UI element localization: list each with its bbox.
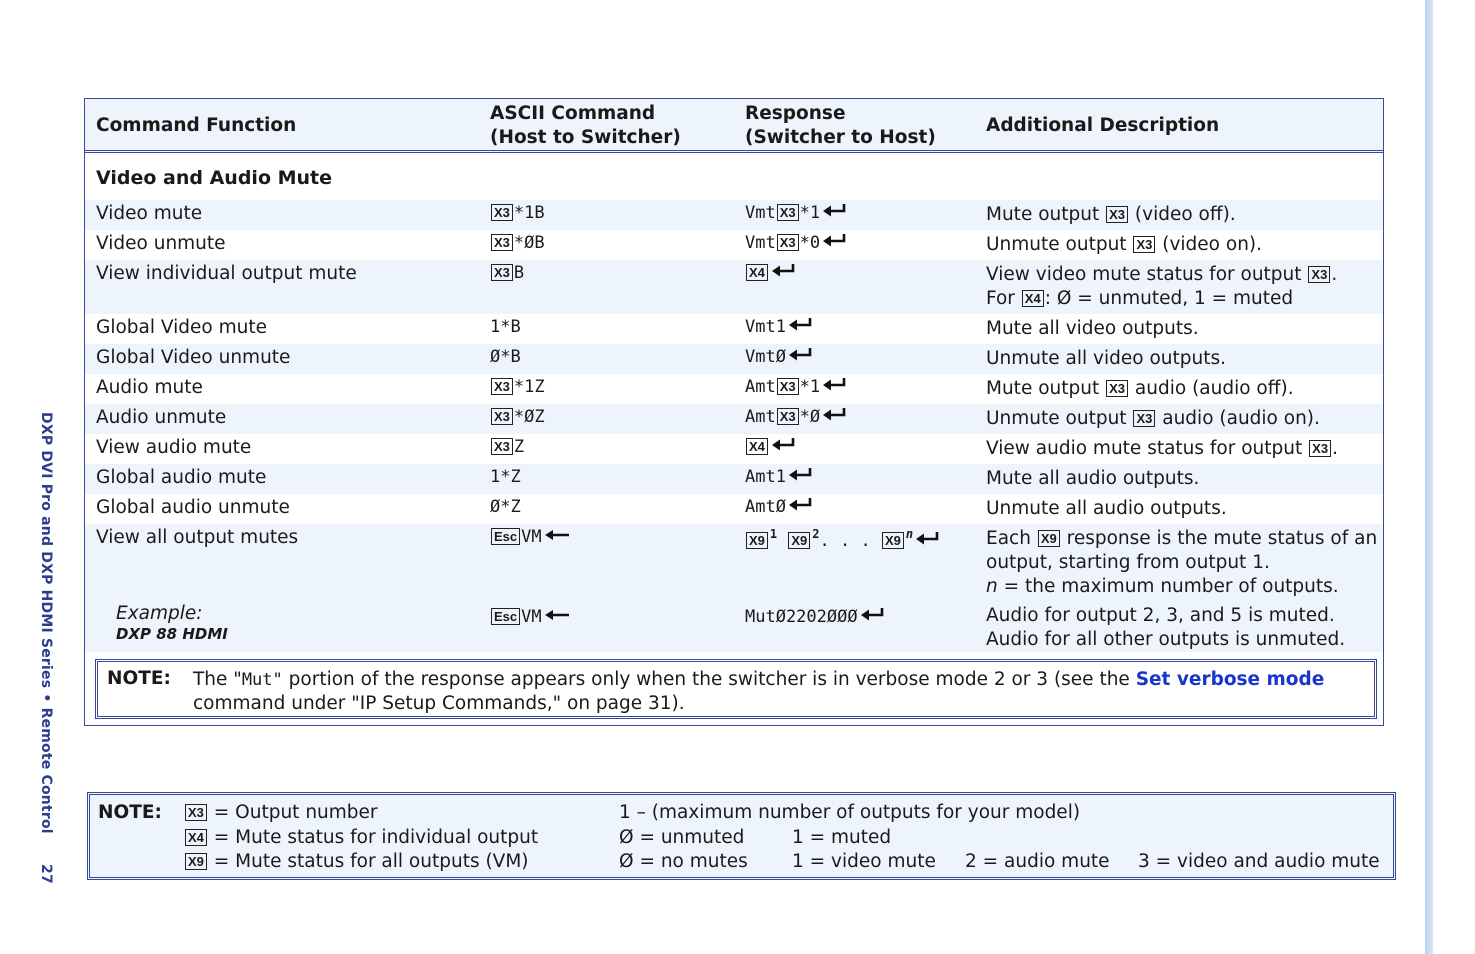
row-response <box>745 407 846 427</box>
row-function: Global audio mute <box>96 467 267 488</box>
header-response <box>745 102 936 150</box>
variable-box: X4 <box>746 264 768 281</box>
set-verbose-mode-link[interactable]: Set verbose mode <box>1135 669 1325 690</box>
return-arrow-icon <box>822 233 846 247</box>
description-text: . <box>1332 438 1338 459</box>
header-description: Additional Description <box>986 115 1220 136</box>
side-running-head <box>38 412 54 884</box>
command-table <box>84 98 1384 726</box>
side-label: DXP DVI Pro and DXP HDMI Series • Remote Control <box>38 412 54 834</box>
example-response <box>745 607 884 627</box>
variable-box: X9 <box>788 532 810 549</box>
row-response <box>745 527 939 551</box>
row-response <box>745 233 846 253</box>
description-text: response is the mute status of an <box>1066 528 1378 549</box>
variable-box: X9 <box>185 853 207 870</box>
return-arrow-icon <box>915 531 939 545</box>
return-arrow-icon <box>822 377 846 391</box>
response-text: *0 <box>799 233 821 253</box>
response-text: Amt <box>745 377 776 397</box>
row-description <box>986 263 1337 311</box>
command-text: *1B <box>513 203 545 223</box>
response-text: MutØ2202ØØØ <box>745 607 858 627</box>
note-text <box>193 668 1324 716</box>
variable-box: X3 <box>1133 410 1155 427</box>
row-command <box>490 437 524 457</box>
legend-desc: = Mute status for all outputs (VM) <box>213 851 529 872</box>
ellipsis-text: . . . <box>819 531 871 551</box>
variable-box: X3 <box>777 234 799 251</box>
row-function: Global audio unmute <box>96 497 290 518</box>
return-arrow-icon <box>771 263 795 277</box>
response-text: Amt1 <box>745 467 786 487</box>
response-text: Vmt1 <box>745 317 786 337</box>
legend-value: Ø = unmuted <box>619 827 745 848</box>
description-text: = the maximum number of outputs. <box>997 576 1339 597</box>
row-description: Mute all audio outputs. <box>986 468 1200 489</box>
table-row <box>85 260 1383 314</box>
table-row <box>85 374 1383 404</box>
row-command: Ø*B <box>490 347 521 367</box>
description-text: audio (audio on). <box>1162 408 1320 429</box>
table-row <box>85 344 1383 374</box>
esc-key-box: Esc <box>491 608 520 625</box>
header-ascii-line2: (Host to Switcher) <box>490 127 681 148</box>
row-function: Audio mute <box>96 377 203 398</box>
legend-row-x4 <box>184 827 538 848</box>
description-text: View video mute status for output <box>986 264 1302 285</box>
description-text: Unmute output <box>986 408 1127 429</box>
row-description <box>986 203 1236 227</box>
description-text: Audio for output 2, 3, and 5 is muted. <box>986 605 1335 626</box>
variable-box: X3 <box>491 264 513 281</box>
row-description <box>986 233 1262 257</box>
legend-desc: = Mute status for individual output <box>213 827 539 848</box>
command-text: VM <box>521 527 542 547</box>
example-command <box>490 607 570 627</box>
legend-value: Ø = no mutes <box>619 851 748 872</box>
table-row <box>85 434 1383 464</box>
description-text: For <box>986 288 1015 309</box>
row-command <box>490 233 545 253</box>
legend-value: 1 = video mute <box>792 851 936 872</box>
left-arrow-icon <box>544 609 570 621</box>
description-text: audio (audio off). <box>1134 378 1294 399</box>
table-row <box>85 230 1383 260</box>
left-arrow-icon <box>544 529 570 541</box>
variable-box: X9 <box>746 532 768 549</box>
row-description <box>986 407 1320 431</box>
return-arrow-icon <box>771 437 795 451</box>
superscript: 2 <box>812 527 820 541</box>
row-command <box>490 263 524 283</box>
response-text: Vmt <box>745 203 776 223</box>
variable-box: X3 <box>491 408 513 425</box>
row-description <box>986 377 1294 401</box>
variable-legend-note <box>87 792 1396 880</box>
legend-value: 3 = video and audio mute <box>1138 851 1380 872</box>
description-text: View audio mute status for output <box>986 438 1303 459</box>
esc-key-box: Esc <box>491 528 520 545</box>
return-arrow-icon <box>788 347 812 361</box>
row-function: Global Video unmute <box>96 347 291 368</box>
row-response <box>745 437 795 457</box>
variable-box: X3 <box>1106 206 1128 223</box>
page-edge-strip <box>1425 0 1433 954</box>
variable-box: X3 <box>491 204 513 221</box>
command-text: B <box>513 263 525 283</box>
row-description <box>986 437 1338 461</box>
variable-box: X3 <box>491 234 513 251</box>
header-ascii <box>490 102 681 150</box>
row-response <box>745 347 812 367</box>
return-arrow-icon <box>822 407 846 421</box>
legend-value: 2 = audio mute <box>965 851 1110 872</box>
command-text: VM <box>521 607 542 627</box>
variable-box: X3 <box>491 438 513 455</box>
description-text: n <box>986 576 998 597</box>
response-text: *Ø <box>799 407 821 427</box>
row-response <box>745 203 846 223</box>
row-response <box>745 497 812 517</box>
variable-box: X3 <box>491 378 513 395</box>
variable-box: X4 <box>746 438 768 455</box>
header-response-line1: Response <box>745 103 846 124</box>
table-header <box>85 99 1383 153</box>
command-text: *ØZ <box>513 407 545 427</box>
legend-desc: = Output number <box>213 802 378 823</box>
return-arrow-icon <box>788 497 812 511</box>
description-text: Unmute output <box>986 234 1127 255</box>
row-command: Ø*Z <box>490 497 521 517</box>
legend-row-x3 <box>184 802 378 823</box>
description-text: : Ø = unmuted, 1 = muted <box>1044 288 1294 309</box>
description-text: Each <box>986 528 1031 549</box>
row-function: View audio mute <box>96 437 252 458</box>
return-arrow-icon <box>860 607 884 621</box>
response-text: Amt <box>745 407 776 427</box>
example-model: DXP 88 HDMI <box>116 625 228 643</box>
response-text: Vmt <box>745 233 776 253</box>
response-text: AmtØ <box>745 497 786 517</box>
page-number: 27 <box>38 863 54 884</box>
row-function: View all output mutes <box>96 527 299 548</box>
row-response <box>745 377 846 397</box>
response-text: *1 <box>799 203 821 223</box>
row-command <box>490 527 570 547</box>
variable-box: X3 <box>1133 236 1155 253</box>
row-description: Unmute all video outputs. <box>986 348 1226 369</box>
variable-box: X3 <box>185 804 207 821</box>
variable-box: X3 <box>777 378 799 395</box>
table-row <box>85 314 1383 344</box>
row-response <box>745 467 812 487</box>
variable-box: X3 <box>1309 440 1331 457</box>
description-text: Audio for all other outputs is unmuted. <box>986 629 1346 650</box>
description-text: . <box>1331 264 1338 285</box>
command-text: Z <box>513 437 525 457</box>
header-function: Command Function <box>96 115 297 136</box>
example-label-block <box>116 603 228 643</box>
response-text: *1 <box>799 377 821 397</box>
variable-box: X9 <box>1038 530 1060 547</box>
table-row <box>85 404 1383 434</box>
return-arrow-icon <box>822 203 846 217</box>
variable-box: X4 <box>1022 290 1044 307</box>
description-text: Mute output <box>986 204 1100 225</box>
variable-box: X3 <box>1106 380 1128 397</box>
variable-box: X3 <box>777 204 799 221</box>
row-description: Unmute all audio outputs. <box>986 498 1227 519</box>
superscript: n <box>905 527 914 541</box>
return-arrow-icon <box>788 317 812 331</box>
row-response <box>745 317 812 337</box>
example-label: Example: <box>116 603 203 624</box>
variable-box: X4 <box>185 829 207 846</box>
legend-row-x9 <box>184 851 529 872</box>
note-text-part: The " <box>193 669 242 690</box>
row-response <box>745 263 795 283</box>
section-title: Video and Audio Mute <box>96 167 333 189</box>
verbose-note <box>95 659 1377 719</box>
table-row <box>85 200 1383 230</box>
description-text: (video off). <box>1134 204 1236 225</box>
row-function: Video unmute <box>96 233 226 254</box>
row-command <box>490 203 545 223</box>
variable-box: X3 <box>777 408 799 425</box>
superscript: 1 <box>769 527 778 541</box>
command-text: *1Z <box>513 377 545 397</box>
header-ascii-line1: ASCII Command <box>490 103 656 124</box>
description-text: Mute output <box>986 378 1100 399</box>
note-text-part: command under "IP Setup Commands," on page 31). <box>193 693 685 714</box>
row-command: 1*B <box>490 317 521 337</box>
note-text-part: portion of the response appears only when the switcher is in verbose mode 2 or 3 (see the <box>282 669 1136 690</box>
row-command <box>490 377 545 397</box>
row-function: Global Video mute <box>96 317 267 338</box>
return-arrow-icon <box>788 467 812 481</box>
legend-label: NOTE: <box>98 802 162 823</box>
variable-box: X9 <box>882 532 904 549</box>
row-function: Audio unmute <box>96 407 227 428</box>
command-text: *ØB <box>513 233 545 253</box>
example-description <box>986 604 1345 652</box>
table-row <box>85 464 1383 494</box>
variable-box: X3 <box>1308 266 1330 283</box>
row-function: Video mute <box>96 203 203 224</box>
table-row <box>85 494 1383 524</box>
row-description: Mute all video outputs. <box>986 318 1199 339</box>
table-row <box>85 524 1383 652</box>
row-command <box>490 407 545 427</box>
description-text: output, starting from output 1. <box>986 552 1270 573</box>
note-label: NOTE: <box>107 668 171 689</box>
header-response-line2: (Switcher to Host) <box>745 127 936 148</box>
row-function: View individual output mute <box>96 263 357 284</box>
row-command: 1*Z <box>490 467 521 487</box>
response-text: VmtØ <box>745 347 786 367</box>
note-code: Mut" <box>241 670 283 690</box>
row-description <box>986 527 1377 599</box>
description-text: (video on). <box>1162 234 1263 255</box>
legend-value: 1 = muted <box>792 827 892 848</box>
legend-value: 1 – (maximum number of outputs for your model) <box>619 802 1081 823</box>
